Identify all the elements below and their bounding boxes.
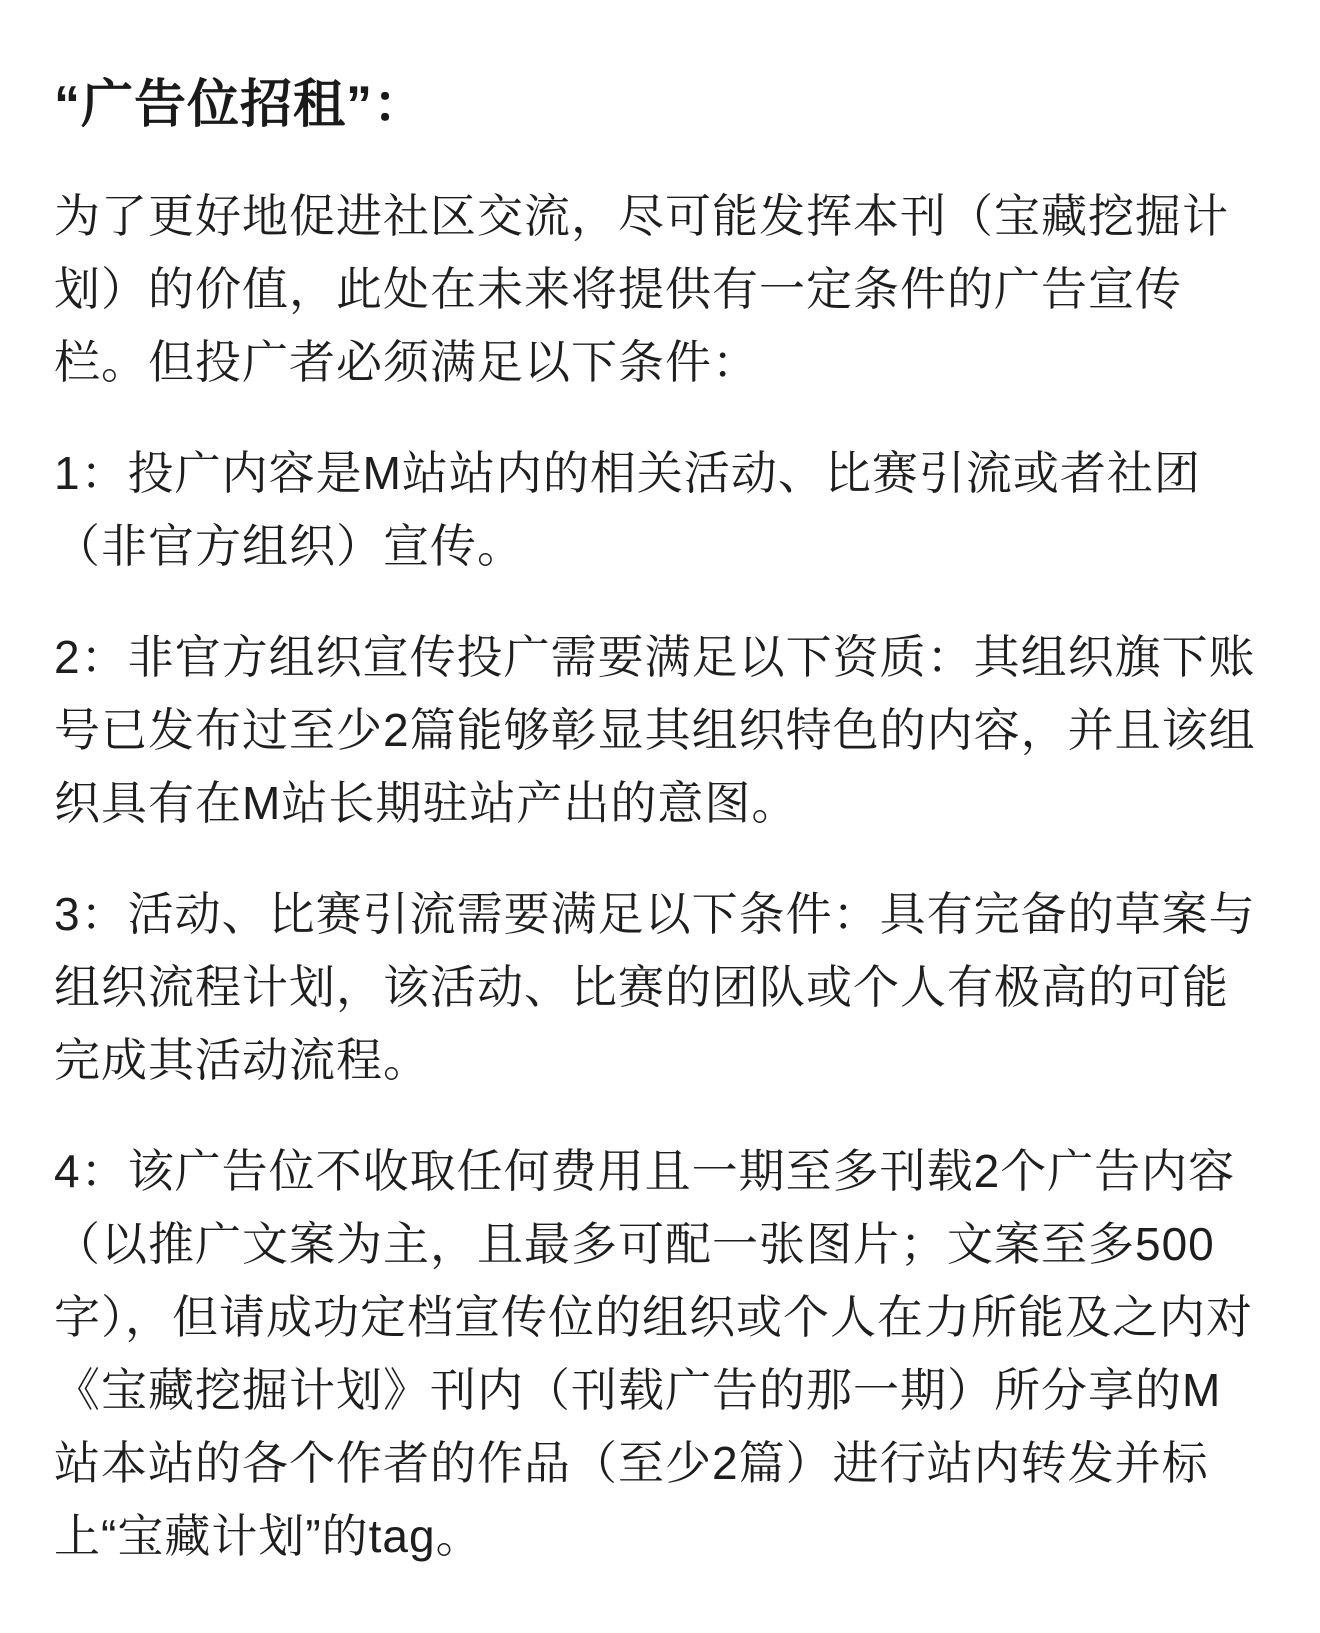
condition-item-4: 4：该广告位不收取任何费用且一期至多刊载2个广告内容（以推广文案为主，且最多可配一张图片；文案至多500字），但请成功定档宣传位的组织或个人在力所能及之内对《宝藏挖掘计划》刊内（刊载广告的那一期）所分享的M站本站的各个作者的作品（至少2篇）进行站内转发并标上“宝藏计划”的tag。: [54, 1145, 1253, 1562]
page-title: “广告位招租”：: [54, 76, 427, 134]
condition-item-2: 2：非官方组织宣传投广需要满足以下资质：其组织旗下账号已发布过至少2篇能够彰显其组织特色的内容，并且该组织具有在M站长期驻站产出的意图。: [54, 631, 1256, 829]
condition-item-1: 1：投广内容是M站站内的相关活动、比赛引流或者社团（非官方组织）宣传。: [54, 447, 1201, 572]
condition-item-3: 3：活动、比赛引流需要满足以下条件：具有完备的草案与组织流程计划，该活动、比赛的团队或个人有极高的可能完成其活动流程。: [54, 888, 1256, 1086]
intro-paragraph: 为了更好地促进社区交流，尽可能发挥本刊（宝藏挖掘计划）的价值，此处在未来将提供有一定条件的广告宣传栏。但投广者必须满足以下条件：: [54, 190, 1229, 388]
